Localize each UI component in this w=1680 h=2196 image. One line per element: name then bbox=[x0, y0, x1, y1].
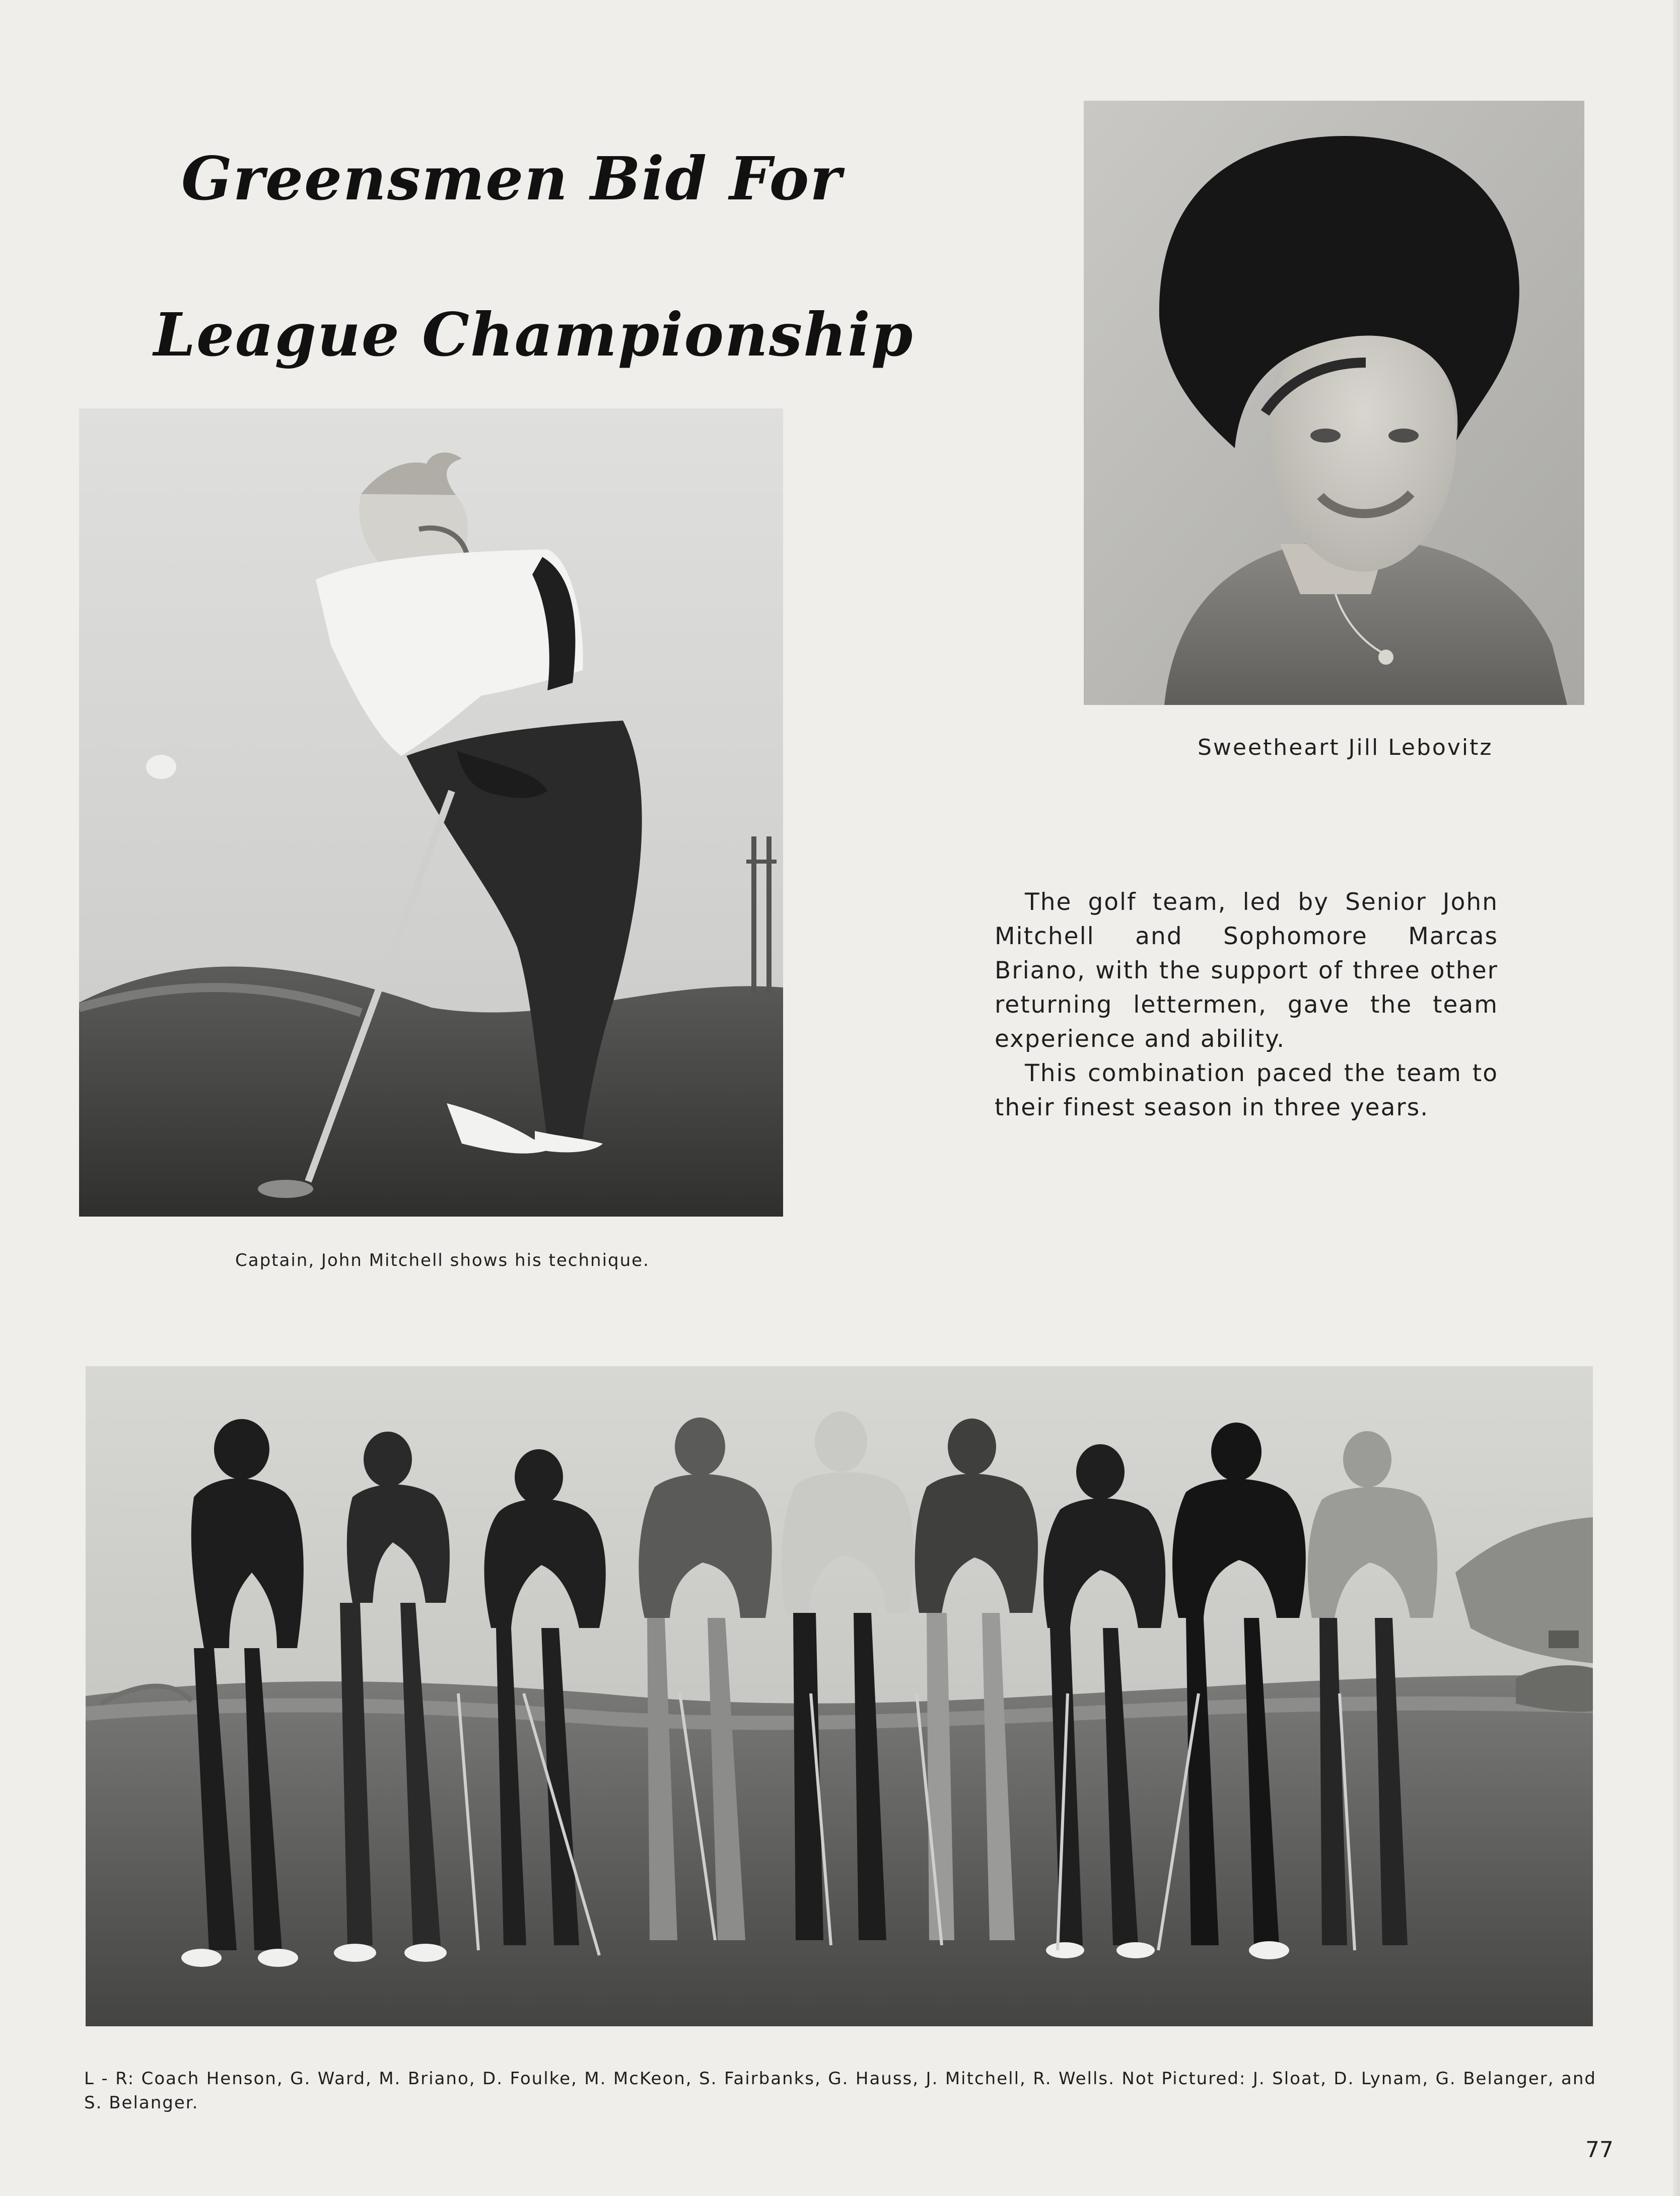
headline-line-2: League Championship bbox=[154, 300, 914, 370]
team-caption: L - R: Coach Henson, G. Ward, M. Briano, D. Foulke, M. McKeon, S. Fairbanks, G. Hauss, J. Mitchell, R. Wells. Not Pictured: J. Sloat, D. Lynam, G. Belanger, and S. Belanger. bbox=[84, 2069, 1596, 2113]
page-number: 77 bbox=[1585, 2137, 1614, 2163]
sweetheart-photo bbox=[1084, 101, 1584, 705]
body-paragraph-1: The golf team, led by Senior John Mitchell and Sophomore Marcas Briano, with the support of three other returning lettermen, gave the team experience and ability. bbox=[995, 888, 1498, 1053]
body-copy bbox=[995, 885, 1498, 1125]
team-photo bbox=[86, 1366, 1593, 2026]
page-edge bbox=[1673, 0, 1680, 2196]
body-paragraph-2: This combination paced the team to their finest season in three years. bbox=[995, 1059, 1498, 1121]
captain-photo bbox=[79, 408, 783, 1217]
headline-line-1: Greensmen Bid For bbox=[181, 144, 843, 214]
sweetheart-caption: Sweetheart Jill Lebovitz bbox=[1198, 735, 1493, 760]
captain-caption: Captain, John Mitchell shows his technique. bbox=[235, 1250, 650, 1270]
